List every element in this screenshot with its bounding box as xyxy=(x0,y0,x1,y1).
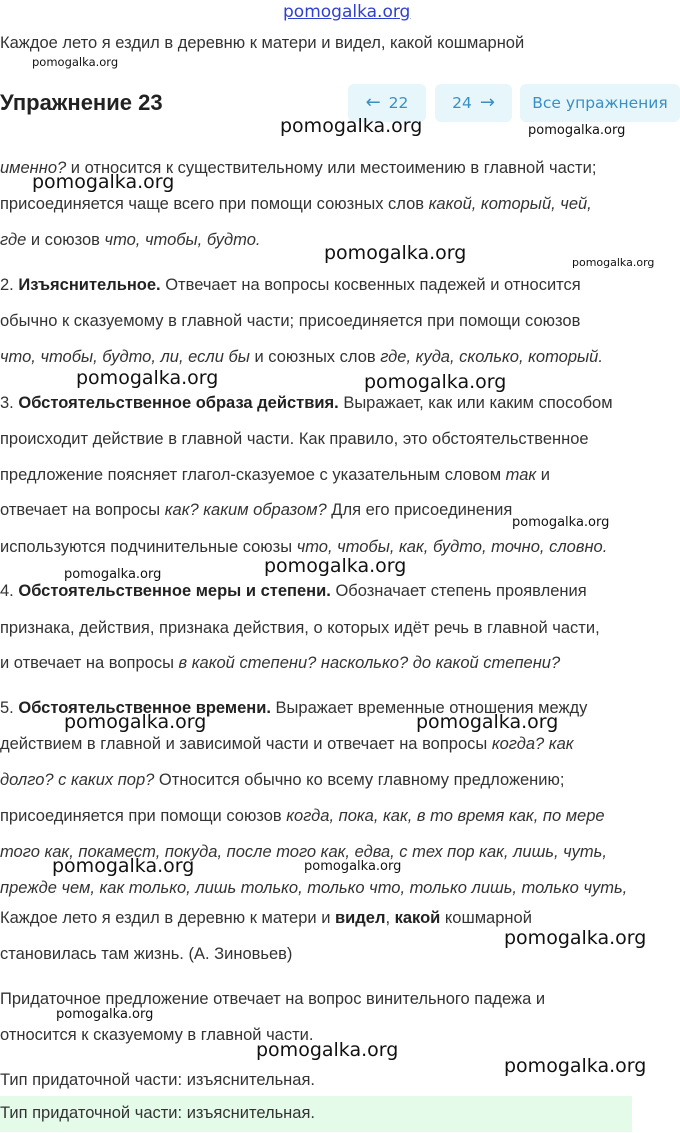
watermark: pomogalka.org xyxy=(280,115,423,137)
answer-box xyxy=(0,1096,632,1132)
next-exercise-button[interactable] xyxy=(435,84,512,122)
theory-line: долго? с каких пор? Относится обычно ко всему главному предложению; xyxy=(0,771,565,789)
theory-line: где и союзов что, чтобы, будто. xyxy=(0,231,261,249)
theory-line: и отвечает на вопросы в какой степени? насколько? до какой степени? xyxy=(0,654,561,672)
watermark: pomogalka.org xyxy=(32,171,175,193)
watermark: pomogalka.org xyxy=(504,927,647,949)
theory-line: 2. Изъяснительное. Отвечает на вопросы косвенных падежей и относится xyxy=(0,276,581,294)
explanation-text: относится к сказуемому в главной части. xyxy=(0,1026,314,1044)
theory-line: прежде чем, как только, лишь только, только что, только лишь, только чуть, xyxy=(0,879,628,897)
watermark: pomogalka.org xyxy=(512,515,610,530)
watermark: pomogalka.org xyxy=(64,567,162,582)
watermark: pomogalka.org xyxy=(572,256,655,269)
theory-line: используются подчинительные союзы что, чтобы, как, будто, точно, словно. xyxy=(0,538,608,556)
theory-line: присоединяется чаще всего при помощи союзных слов какой, который, чей, xyxy=(0,195,592,213)
watermark: pomogalka.org xyxy=(56,1007,154,1022)
theory-line: предложение поясняет глагол-сказуемое с указательным словом так и xyxy=(0,466,550,484)
theory-line: того как, покамест, покуда, после того как, едва, с тех пор как, лишь, чуть, xyxy=(0,843,607,861)
theory-line: именно? и относится к существительному или местоимению в главной части; xyxy=(0,159,597,177)
site-logo-link[interactable]: pomogalka.org xyxy=(283,2,411,22)
theory-line: отвечает на вопросы как? каким образом? Для его присоединения xyxy=(0,501,513,519)
type-text: Тип придаточной части: изъяснительная. xyxy=(0,1071,315,1089)
watermark: pomogalka.org xyxy=(32,55,119,69)
theory-line: 4. Обстоятельственное меры и степени. Обозначает степень проявления xyxy=(0,582,587,600)
theory-line: 5. Обстоятельственное времени. Выражает временные отношения между xyxy=(0,699,588,717)
watermark: pomogalka.org xyxy=(528,123,626,138)
theory-line: действием в главной и зависимой части и отвечает на вопросы когда? как xyxy=(0,735,574,753)
arrow-right-icon: → xyxy=(479,92,495,113)
watermark: pomogalka.org xyxy=(64,711,207,733)
theory-line: обычно к сказуемому в главной части; присоединяется при помощи союзов xyxy=(0,312,581,330)
watermark: pomogalka.org xyxy=(504,1055,647,1077)
theory-line: что, чтобы, будто, ли, если бы и союзных слов где, куда, сколько, который. xyxy=(0,348,603,366)
watermark: pomogalka.org xyxy=(364,371,507,393)
watermark: pomogalka.org xyxy=(52,855,195,877)
intro-text: Каждое лето я ездил в деревню к матери и видел, какой кошмарной xyxy=(0,34,525,52)
example-sentence-line2: становилась там жизнь. (А. Зиновьев) xyxy=(0,945,293,963)
theory-line: 3. Обстоятельственное образа действия. Выражает, как или каким способом xyxy=(0,394,613,412)
next-exercise-label: 24 xyxy=(452,94,472,112)
prev-exercise-label: 22 xyxy=(388,94,409,112)
example-sentence: Каждое лето я ездил в деревню к матери и видел, какой кошмарной xyxy=(0,909,532,927)
watermark: pomogalka.org xyxy=(304,859,402,874)
watermark: pomogalka.org xyxy=(256,1039,399,1061)
theory-line: присоединяется при помощи союзов когда, пока, как, в то время как, по мере xyxy=(0,807,605,825)
arrow-left-icon: ← xyxy=(365,92,381,113)
exercise-title: Упражнение 23 xyxy=(0,90,163,115)
watermark: pomogalka.org xyxy=(264,555,407,577)
explanation-text: Придаточное предложение отвечает на вопрос винительного падежа и xyxy=(0,990,546,1008)
all-exercises-button[interactable] xyxy=(520,84,680,122)
watermark: pomogalka.org xyxy=(76,367,219,389)
watermark: pomogalka.org xyxy=(324,242,467,264)
all-exercises-label: Все упражнения xyxy=(532,94,668,112)
watermark: pomogalka.org xyxy=(416,711,559,733)
answer-text: Тип придаточной части: изъяснительная. xyxy=(0,1104,315,1122)
theory-line: признака, действия, признака действия, о которых идёт речь в главной части, xyxy=(0,619,600,637)
theory-line: происходит действие в главной части. Как правило, это обстоятельственное xyxy=(0,430,589,448)
